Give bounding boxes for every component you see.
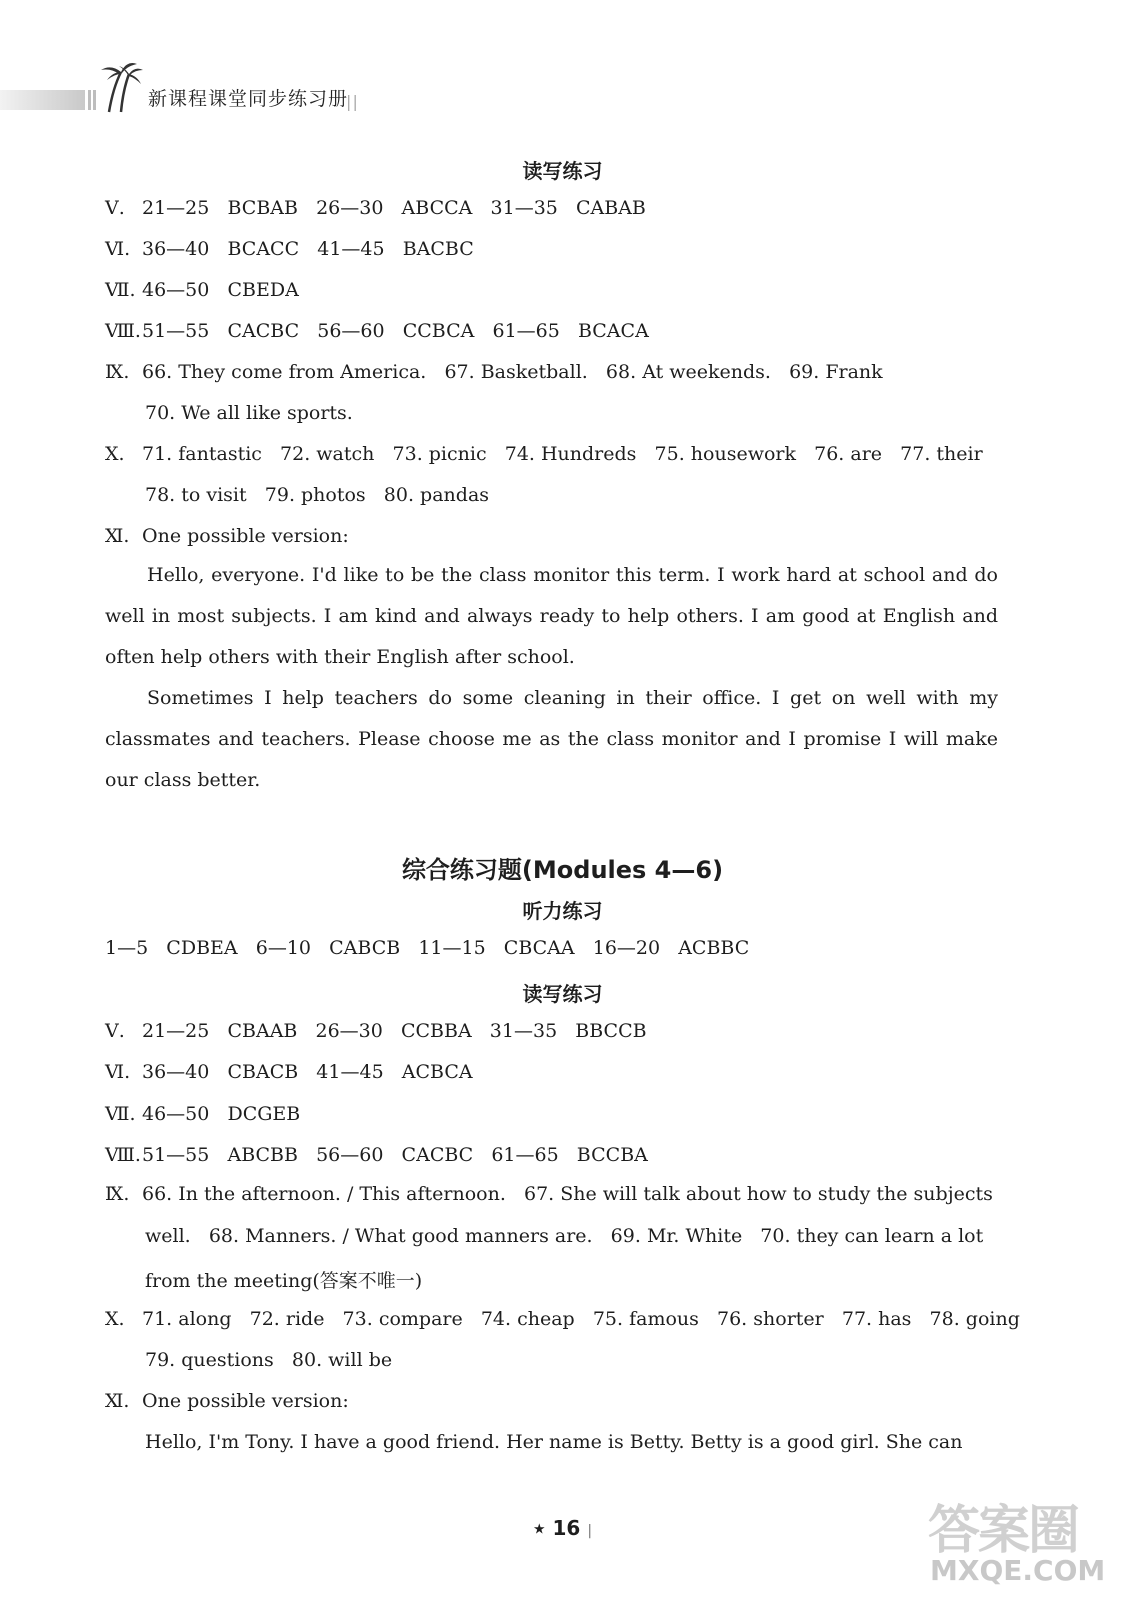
page-number: 16 — [552, 1516, 581, 1540]
answer-text: 71. along 72. ride 73. compare 74. cheap 75. famous 76. shorter 77. has 78. going — [142, 1308, 1020, 1330]
answer-line — [105, 525, 349, 547]
roman-numeral: Ⅷ. — [105, 320, 141, 342]
answer-text: 51—55 CACBC 56—60 CCBCA 61—65 BCACA — [142, 320, 649, 342]
section-subtitle-reading-writing: 读写练习 — [522, 982, 603, 1006]
roman-numeral: Ⅸ. — [105, 1183, 130, 1205]
section-title-modules: 综合练习题(Modules 4—6) — [401, 856, 724, 884]
section-subtitle-listening: 听力练习 — [522, 899, 603, 923]
answer-text: 21—25 CBAAB 26—30 CCBBA 31—35 BBCCB — [142, 1020, 647, 1042]
essay-first-line: Hello, I'm Tony. I have a good friend. Her name is Betty. Betty is a good girl. She can — [145, 1431, 963, 1453]
section-subtitle-reading-writing: 读写练习 — [522, 159, 603, 183]
answer-line — [105, 1144, 648, 1166]
watermark-domain: MXQE.COM — [930, 1554, 1106, 1587]
answer-line — [105, 1061, 473, 1083]
header-end-bars: | | — [346, 92, 356, 111]
watermark-logo-text: 答案圈 — [928, 1501, 1079, 1561]
answer-continuation: from the meeting(答案不唯一) — [145, 1270, 423, 1292]
answer-text: 46—50 CBEDA — [142, 279, 299, 301]
header-stripe — [88, 90, 91, 110]
answer-line — [105, 1183, 993, 1205]
answer-text: 51—55 ABCBB 56—60 CACBC 61—65 BCCBA — [142, 1144, 648, 1166]
answer-text: One possible version: — [142, 525, 349, 547]
answer-text: 36—40 BCACC 41—45 BACBC — [142, 238, 474, 260]
roman-numeral: Ⅶ. — [105, 279, 136, 301]
header-title: 新课程课堂同步练习册 — [148, 88, 349, 110]
answer-continuation: well. 68. Manners. / What good manners are. 69. Mr. White 70. they can learn a lot — [145, 1225, 984, 1247]
roman-numeral: Ⅺ. — [105, 525, 130, 547]
answer-text: 66. They come from America. 67. Basketball. 68. At weekends. 69. Frank — [142, 361, 883, 383]
roman-numeral: Ⅹ. — [105, 1308, 125, 1330]
roman-numeral: Ⅵ. — [105, 1061, 131, 1083]
footer-tick: | — [587, 1523, 593, 1539]
roman-numeral: Ⅴ. — [105, 1020, 125, 1042]
answer-line — [105, 361, 883, 383]
listening-answers: 1—5 CDBEA 6—10 CABCB 11—15 CBCAA 16—20 ACBBC — [105, 937, 750, 959]
roman-numeral: Ⅷ. — [105, 1144, 141, 1166]
page-header — [0, 58, 600, 118]
header-gradient-bar — [0, 90, 85, 110]
answer-line — [105, 197, 646, 219]
answer-line — [105, 1103, 300, 1125]
roman-numeral: Ⅺ. — [105, 1390, 130, 1412]
answer-text: One possible version: — [142, 1390, 349, 1412]
answer-text: 46—50 DCGEB — [142, 1103, 301, 1125]
roman-numeral: Ⅶ. — [105, 1103, 136, 1125]
essay-paragraph: Sometimes I help teachers do some cleaning in their office. I get on well with my classmates and teachers. Please choose me as the class monitor and I promise I will make our class better. — [105, 687, 998, 791]
palm-tree-icon — [95, 58, 145, 114]
answer-line — [105, 443, 983, 465]
answer-text: 36—40 CBACB 41—45 ACBCA — [142, 1061, 473, 1083]
star-icon: ★ — [532, 1521, 546, 1538]
answer-continuation: 78. to visit 79. photos 80. pandas — [145, 484, 490, 506]
answer-line — [105, 1308, 1020, 1330]
answer-continuation: 70. We all like sports. — [145, 402, 353, 424]
site-watermark — [928, 1488, 1118, 1596]
answer-line — [105, 320, 649, 342]
answer-text: 66. In the afternoon. / This afternoon. 67. She will talk about how to study the subjects — [142, 1183, 993, 1205]
answer-continuation: 79. questions 80. will be — [145, 1349, 393, 1371]
answer-text: 71. fantastic 72. watch 73. picnic 74. Hundreds 75. housework 76. are 77. their — [142, 443, 983, 465]
roman-numeral: Ⅵ. — [105, 238, 131, 260]
answer-line — [105, 238, 474, 260]
answer-text: 21—25 BCBAB 26—30 ABCCA 31—35 CABAB — [142, 197, 646, 219]
roman-numeral: Ⅸ. — [105, 361, 130, 383]
answer-line — [105, 1020, 647, 1042]
answer-line — [105, 279, 299, 301]
roman-numeral: Ⅴ. — [105, 197, 125, 219]
essay-paragraph: Hello, everyone. I'd like to be the class monitor this term. I work hard at school and do well in most subjects. I am kind and always ready to help others. I am good at English and often help others with their English after school. — [105, 564, 998, 668]
roman-numeral: Ⅹ. — [105, 443, 125, 465]
answer-line — [105, 1390, 349, 1412]
